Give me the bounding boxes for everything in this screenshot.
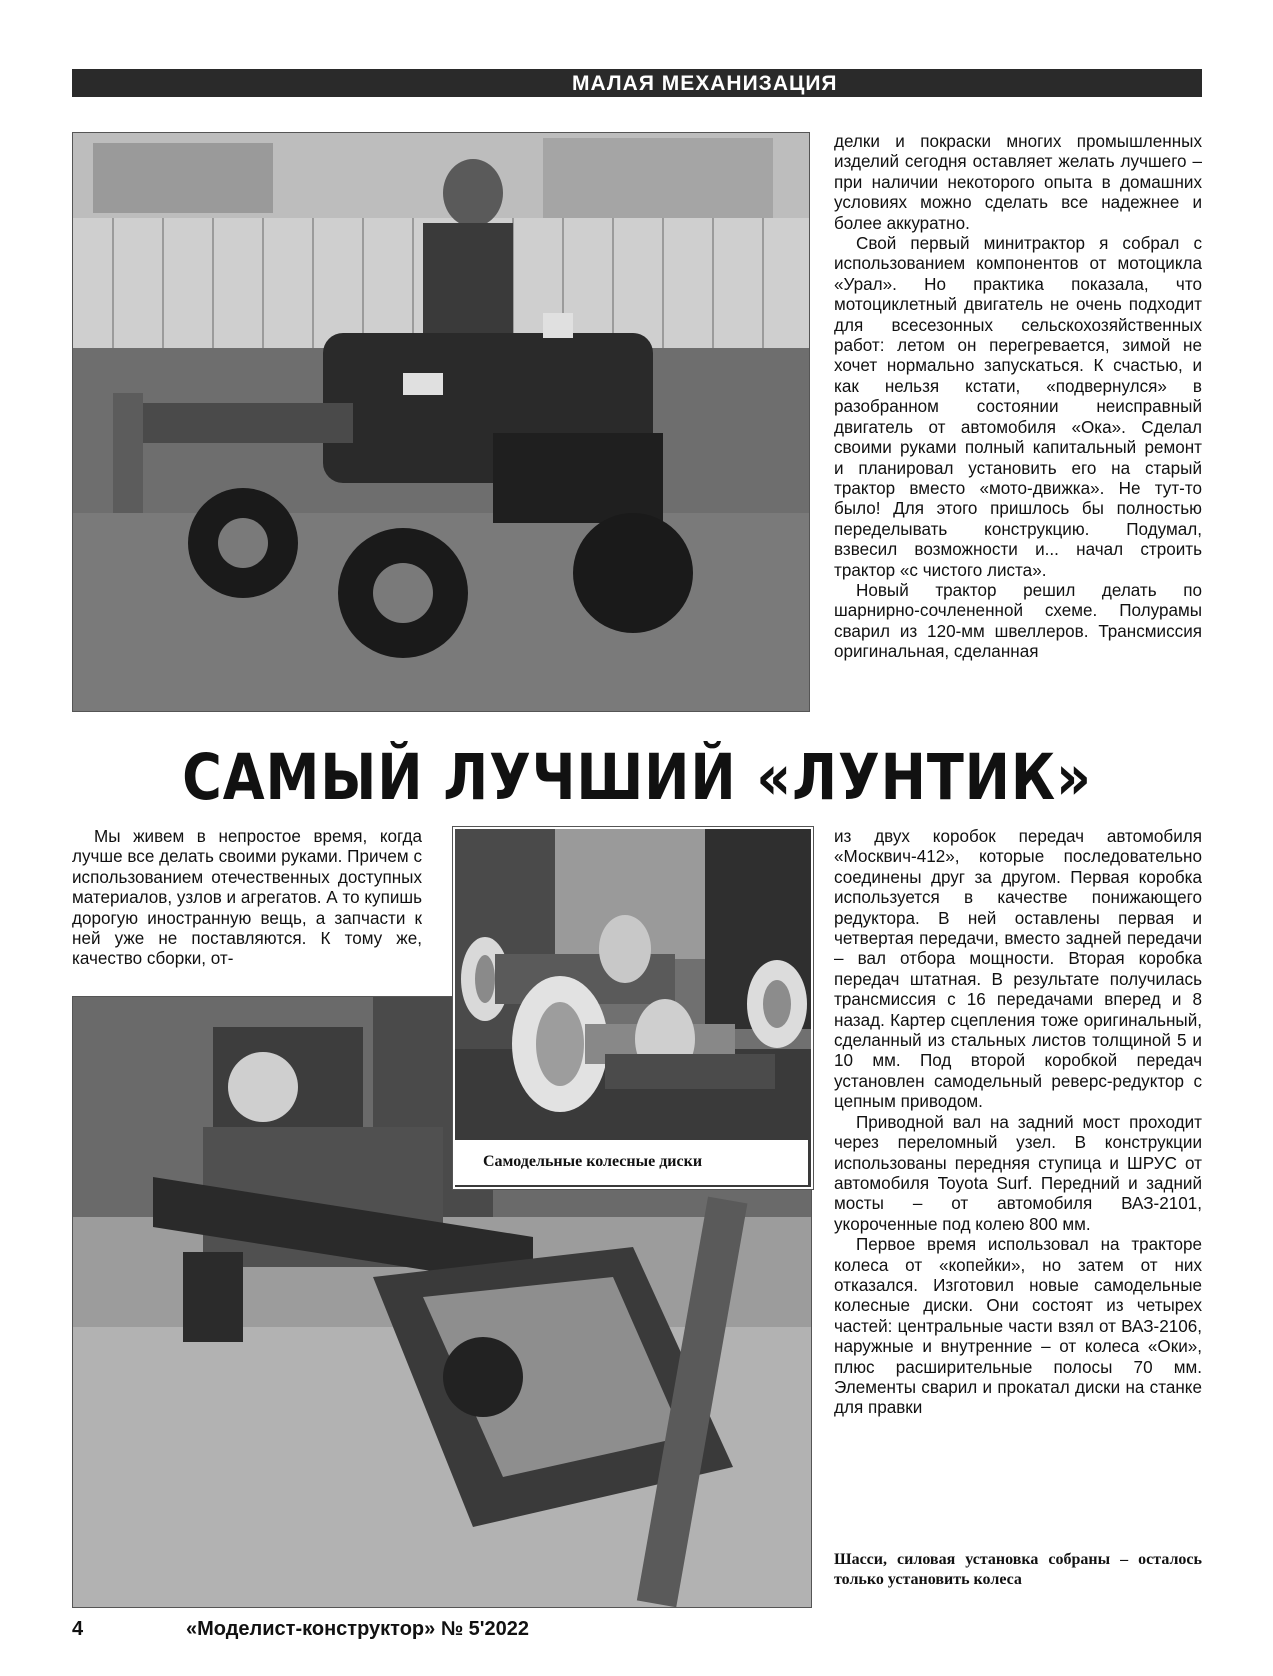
paragraph: из двух коробок передач автомобиля «Москвич-412», которые последовательно соединены друг за другом. Первая коробка используется в качестве понижающего редуктора. В ней оставлены первая и четвертая передачи, вместо задней передачи – вал отбора мощности. Вторая коробка передач штатная. В результате получилась трансмиссия с 16 передачами вперед и 8 назад. Картер сцепления тоже оригинальный, сделанный из стальных листов толщиной 5 и 10 мм. Под второй коробкой передач установлен самодельный реверс-редуктор с цепным приводом. — [834, 827, 1202, 1112]
wheel-discs-caption-box — [455, 1140, 808, 1185]
wheel-discs-caption: Самодельные колесные диски — [483, 1153, 703, 1170]
wheel-discs-photo — [453, 827, 813, 1189]
tractor-photo — [72, 132, 810, 712]
paragraph: Приводной вал на задний мост проходит через переломный узел. В конструкции использованы передняя ступица и ШРУС от автомобиля Toyota Surf. Передний и задний мосты – от автомобиля ВАЗ-2101, укороченные под колею 800 мм. — [834, 1112, 1202, 1234]
article-headline: САМЫЙ ЛУЧШИЙ «ЛУНТИК» — [182, 741, 1092, 814]
paragraph: Мы живем в непростое время, когда лучше все делать своими руками. Причем с использованием отечественных доступных материалов, узлов и агрегатов. А то купишь дорогую иностранную вещь, а запчасти к ней уже не поставляются. К тому же, качество сборки, от- — [72, 827, 422, 969]
section-title: МАЛАЯ МЕХАНИЗАЦИЯ — [572, 72, 838, 95]
paragraph: Новый трактор решил делать по шарнирно-сочлененной схеме. Полурамы сварил из 120-мм швеллеров. Трансмиссия оригинальная, сделанная — [834, 580, 1202, 662]
paragraph: Свой первый минитрактор я собрал с использованием компонентов от мотоцикла «Урал». Но практика показала, что мотоциклетный двигатель не очень подходит для всесезонных сельскохозяйственных работ: летом он перегревается, зимой не хочет нормально запускаться. К счастью, и как нельзя кстати, «подвернулся» в разобранном состоянии неисправный двигатель от автомобиля «Ока». Сделал своими руками полный капитальный ремонт и планировал установить его на старый трактор вместо «мото-движка». Не тут-то было! Для этого пришлось бы полностью переделывать конструкцию. Подумал, взвесил возможности и... начал строить трактор «с чистого листа». — [834, 234, 1202, 580]
paragraph: Первое время использовал на тракторе колеса от «копейки», но затем от них отказался. Изготовил новые самодельные колесные диски. Они состоят из четырех частей: центральные части взял от ВАЗ-2106, наружные и внутренние – от колеса «Оки», плюс расширительные полосы 70 мм. Элементы сварил и прокатал диски на станке для правки — [834, 1235, 1202, 1418]
intro-text-column — [72, 827, 422, 970]
paragraph: делки и покраски многих промышленных изделий сегодня оставляет желать лучшего – при наличии некоторого опыта в домашних условиях можно сделать все надежнее и более аккуратно. — [834, 132, 1202, 233]
page-number: 4 — [72, 1618, 84, 1640]
chassis-caption: Шасси, силовая установка собраны – осталось только установить колеса — [834, 1551, 1202, 1588]
top-right-text-column — [834, 132, 1202, 663]
bottom-right-text-column — [834, 827, 1202, 1419]
magazine-issue: «Моделист-конструктор» № 5'2022 — [186, 1618, 530, 1640]
section-header-bar — [72, 69, 1202, 97]
